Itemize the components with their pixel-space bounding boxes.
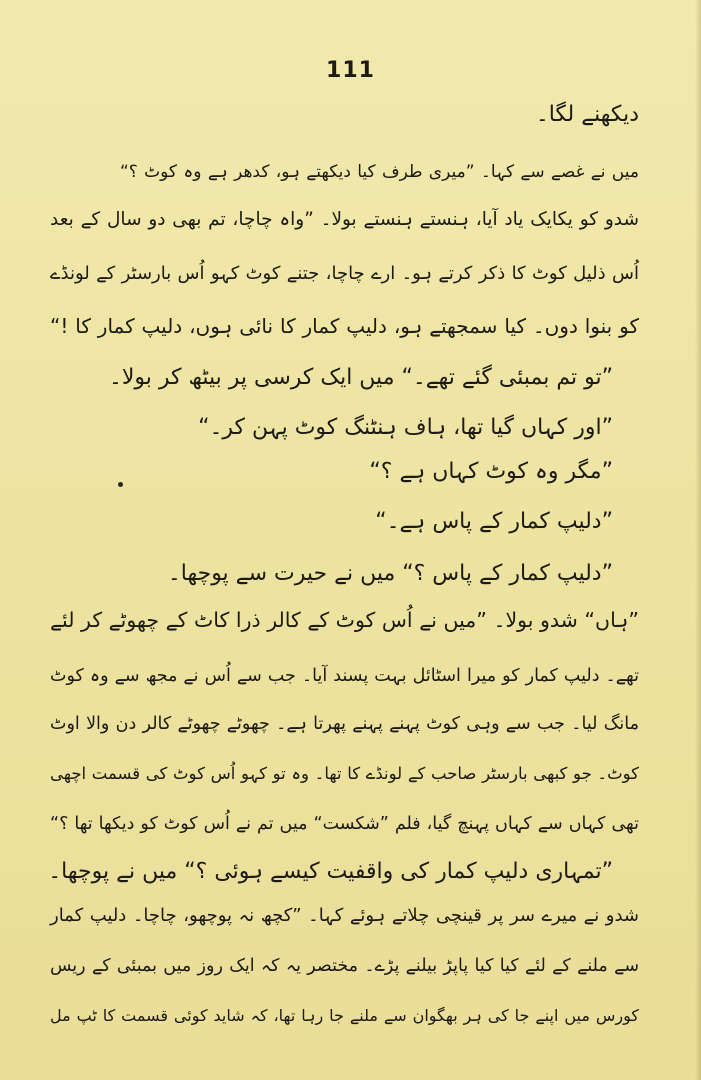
text-line-19: کورس میں اپنے جا کی ہر بھگوان سے ملنے جا رہا تھا، کہ شاید کوئی قسمت کا ٹپ مل	[50, 1006, 639, 1025]
text-line-7: ”اور کہاں گیا تھا، ہاف ہنٹنگ کوٹ پہن کر۔“	[198, 415, 613, 440]
text-line-4: اُس ذلیل کوٹ کا ذکر کرتے ہو۔ ارے چاچا، جتنے کوٹ کہو اُس بارسٹر کے لونڈے	[50, 263, 639, 284]
page-number: 111	[326, 58, 375, 83]
text-line-10: ”دلیپ کمار کے پاس ؟“ میں نے حیرت سے پوچھا۔	[167, 561, 613, 586]
text-line-6: ”تو تم بمبئی گئے تھے۔“ میں ایک کرسی پر بیٹھ کر بولا۔	[108, 365, 613, 390]
text-line-11: ”ہاں“ شدو بولا۔ ”میں نے اُس کوٹ کے کالر ذرا کاٹ کے چھوٹے کر لئے	[50, 608, 639, 632]
text-line-15: تھی کہاں سے کہاں پہنچ گیا، فلم ”شکست“ میں تم نے اُس کوٹ کو دیکھا تھا ؟“	[50, 814, 639, 834]
text-line-14: کوٹ۔ جو کبھی بارسٹر صاحب کے لونڈے کا تھا۔ وہ تو کہو اُس کوٹ کی قسمت اچھی	[50, 764, 639, 783]
text-line-9: ”دلیپ کمار کے پاس ہے۔“	[375, 509, 613, 534]
text-line-12: تھے۔ دلیپ کمار کو میرا اسٹائل بہت پسند آیا۔ جب سے اُس نے مجھ سے وہ کوٹ	[50, 666, 639, 686]
text-line-17: شدو نے میرے سر پر قینچی چلاتے ہوئے کہا۔ ”کچھ نہ پوچھو، چاچا۔ دلیپ کمار	[50, 905, 639, 926]
text-line-2: میں نے غصے سے کہا۔ ”میری طرف کیا دیکھتے ہو، کدھر ہے وہ کوٹ ؟“	[120, 162, 639, 182]
text-line-8: ”مگر وہ کوٹ کہاں ہے ؟“	[369, 459, 613, 484]
text-line-18: سے ملنے کے لئے کیا کیا پاپڑ بیلنے پڑے۔ مختصر یہ کہ ایک روز میں بمبئی کے ریس	[50, 956, 639, 976]
text-line-5: کو بنوا دوں۔ کیا سمجھتے ہو، دلیپ کمار کا نائی ہوں، دلیپ کمار کا !“	[50, 314, 639, 338]
text-line-3: شدو کو یکایک یاد آیا، ہنستے ہنستے بولا۔ ”واہ چاچا، تم بھی دو سال کے بعد	[50, 209, 639, 230]
ink-speck	[118, 482, 123, 487]
text-line-13: مانگ لیا۔ جب سے وہی کوٹ پہنے پہنے پھرتا ہے۔ چھوٹے چھوٹے کالر دن والا اوٹ	[50, 714, 639, 734]
text-line-16: ”تمہاری دلیپ کمار کی واقفیت کیسے ہوئی ؟“ میں نے پوچھا۔	[48, 859, 613, 884]
page-edge-shadow	[695, 0, 701, 1080]
text-line-1: دیکھنے لگا۔	[535, 102, 639, 127]
